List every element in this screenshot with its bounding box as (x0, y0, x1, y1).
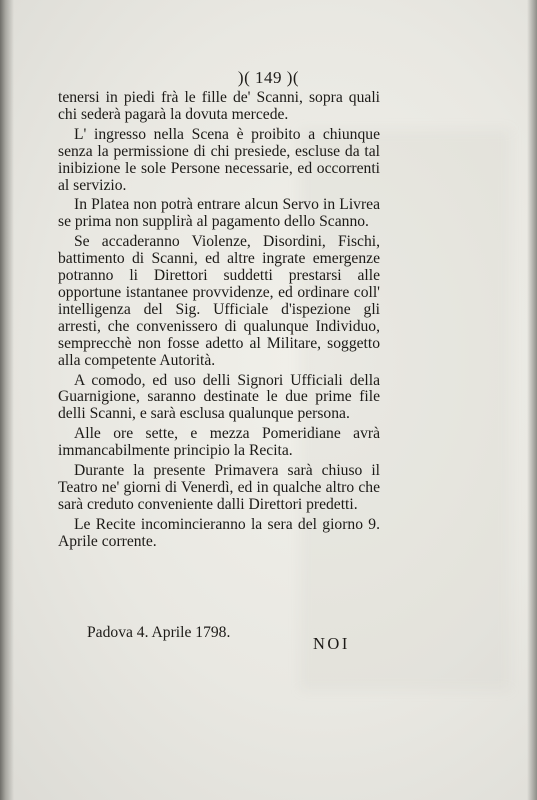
paragraph-4: Se accaderanno Violenze, Disordini, Fischi, battimento di Scanni, ed altre ingrate emergenze potranno li Direttori suddetti prestarsi alle opportune istantanee provvidenze, ed ordinare coll' intelligenza del Sig. Ufficiale d'ispezione gli arresti, che convenissero di qualunque Individuo, semprecchè non fosse adetto al Militare, soggetto alla competente Autorità. (58, 233, 380, 369)
date-line: Padova 4. Aprile 1798. (87, 624, 231, 641)
paragraph-3: In Platea non potrà entrare alcun Servo in Livrea se prima non supplirà al pagamento dello Scanno. (58, 196, 380, 231)
paragraph-1: tenersi in piedi frà le fille de' Scanni, sopra quali chi sederà pagarà la dovuta mercede. (58, 89, 380, 123)
paragraph-6: Alle ore sette, e mezza Pomeridiane avrà immancabilmente principio la Recita. (58, 425, 380, 460)
catchword: NOI (313, 634, 350, 653)
paragraph-7: Durante la presente Primavera sarà chiuso il Teatro ne' giorni di Venerdì, ed in qualche altro che sarà creduto conveniente dalli Direttori predetti. (58, 462, 380, 513)
body-text (58, 90, 380, 554)
page-number: )( 149 )( (237, 68, 300, 87)
binding-shadow (0, 0, 14, 800)
paragraph-2: L' ingresso nella Scena è proibito a chiunque senza la permissione di chi presiede, escluse da tal inibizione le sole Persone necessarie, ed occorrenti al servizio. (58, 125, 380, 194)
paragraph-5: A comodo, ed uso delli Signori Ufficiali della Guarnigione, saranno destinate le due prime file delli Scanni, e sarà esclusa qualunque persona. (58, 371, 380, 423)
page-edge-shadow (527, 0, 537, 800)
paragraph-8: Le Recite incomincieranno la sera del giorno 9. Aprile corrente. (58, 515, 380, 550)
